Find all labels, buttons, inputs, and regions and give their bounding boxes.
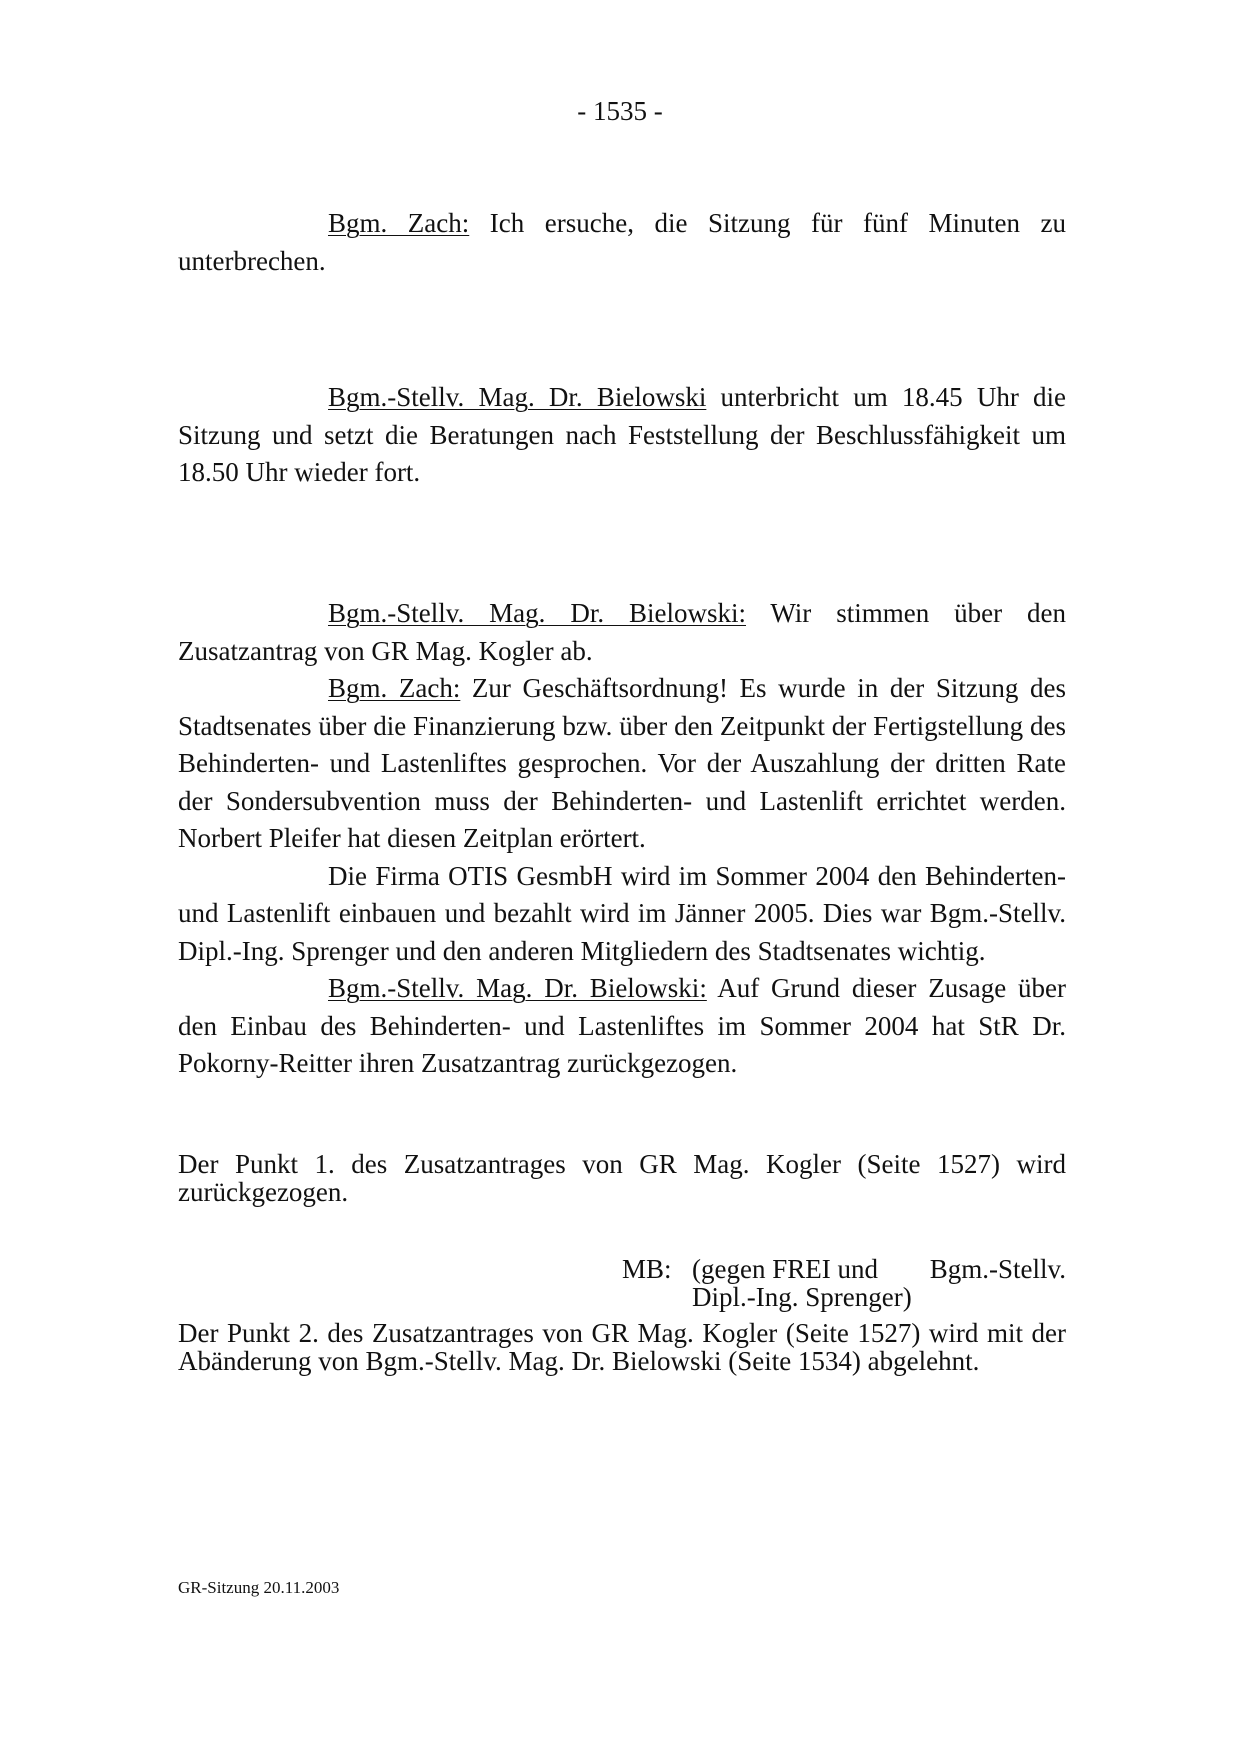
resolution-point-1: Der Punkt 1. des Zusatzantrages von GR Mag. Kogler (Seite 1527) wird zurückgezogen. <box>178 1149 1066 1207</box>
vote-line-1 <box>692 1255 1066 1283</box>
paragraph-bielowski-vote <box>178 595 1066 670</box>
paragraph-text: Wir stimmen über den Zusatzantrag von GR Mag. Kogler ab. <box>178 598 1066 666</box>
paragraph-otis <box>178 858 1066 971</box>
vote-result <box>622 1255 1066 1311</box>
paragraph-text: Zur Geschäftsordnung! Es wurde in der Sitzung des Stadtsenates über die Finanzierung bzw. über den Zeitpunkt der Fertigstellung des Behinderten- und Lastenliftes gesprochen. Vor der Auszahlung der dritten Rate der Sondersubvention muss der Behinderten- und Lastenlift errichtet werden. Norbert Pleifer hat diesen Zeitplan erörtert. <box>178 673 1066 853</box>
speaker-name: Bgm. Zach: <box>328 673 461 703</box>
footer-meeting-date: GR-Sitzung 20.11.2003 <box>178 1578 340 1597</box>
paragraph-text: Auf Grund dieser Zusage über den Einbau des Behinderten- und Lastenliftes im Sommer 2004 hat StR Dr. Pokorny-Reitter ihren Zusatzantrag zurückgezogen. <box>178 973 1067 1078</box>
paragraph-bielowski-agreement <box>178 970 1066 1083</box>
vote-line-1b: Bgm.-Stellv. <box>929 1254 1066 1284</box>
speaker-name: Bgm.-Stellv. Mag. Dr. Bielowski: <box>328 598 746 628</box>
speaker-name: Bgm. Zach: <box>328 208 470 238</box>
paragraph-zach-order <box>178 670 1066 858</box>
paragraph-bielowski-pause <box>178 379 1066 492</box>
speaker-name: Bgm.-Stellv. Mag. Dr. Bielowski: <box>328 973 707 1003</box>
paragraph-text: Ich ersuche, die Sitzung für fünf Minuten zu unterbrechen. <box>178 208 1066 276</box>
vote-line-2: Dipl.-Ing. Sprenger) <box>692 1282 912 1312</box>
resolution-point-2: Der Punkt 2. des Zusatzantrages von GR Mag. Kogler (Seite 1527) wird mit der Abänderung von Bgm.-Stellv. Mag. Dr. Bielowski (Seite 1534) abgelehnt. <box>178 1318 1066 1376</box>
vote-text <box>692 1255 1066 1311</box>
paragraph-text: Die Firma OTIS GesmbH wird im Sommer 2004 den Behinderten- und Lastenlift einbauen und bezahlt wird im Jänner 2005. Dies war Bgm.-Stellv. Dipl.-Ing. Sprenger und den anderen Mitgliedern des Stadtsenates wichtig. <box>178 860 1066 966</box>
speaker-name: Bgm.-Stellv. Mag. Dr. Bielowski <box>328 382 707 412</box>
page-number: - 1535 - <box>577 96 663 126</box>
discussion-section <box>178 595 1066 1083</box>
paragraph-text: unterbricht um 18.45 Uhr die Sitzung und setzt die Beratungen nach Feststellung der Beschlussfähigkeit um 18.50 Uhr wieder fort. <box>178 382 1067 487</box>
vote-label: MB: <box>622 1254 672 1284</box>
paragraph-zach-interruption <box>178 205 1066 280</box>
vote-line-1a: (gegen FREI und <box>692 1254 878 1284</box>
